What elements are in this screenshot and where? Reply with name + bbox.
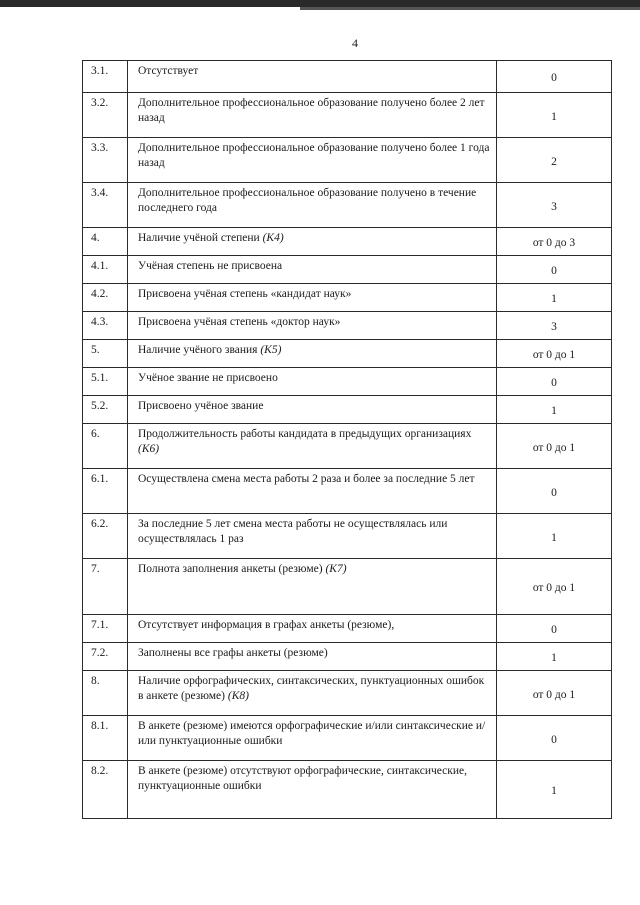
coefficient-label: (K7)	[325, 563, 347, 575]
coefficient-label: (K6)	[138, 443, 160, 455]
row-criterion	[128, 183, 497, 228]
row-score: 2	[497, 138, 612, 183]
row-criterion	[128, 761, 497, 819]
criterion-text: Наличие орфографических, синтаксических, пунктуационных ошибок в анкете (резюме)	[138, 675, 485, 702]
row-number: 5.	[83, 340, 128, 368]
row-number: 6.1.	[83, 469, 128, 514]
row-score: 3	[497, 312, 612, 340]
table-row	[83, 469, 612, 514]
table-row	[83, 643, 612, 671]
criterion-text: Отсутствует информация в графах анкеты (резюме),	[138, 619, 395, 631]
criteria-table	[82, 60, 612, 819]
row-score: от 0 до 1	[497, 671, 612, 716]
criterion-text: Дополнительное профессиональное образование получено в течение последнего года	[138, 187, 477, 214]
page-number: 4	[352, 36, 358, 50]
row-score: 3	[497, 183, 612, 228]
row-score: 0	[497, 368, 612, 396]
table-row	[83, 396, 612, 424]
table-row	[83, 256, 612, 284]
row-criterion	[128, 368, 497, 396]
row-number: 4.	[83, 228, 128, 256]
row-score: 1	[497, 761, 612, 819]
row-number: 6.2.	[83, 514, 128, 559]
row-score: 0	[497, 716, 612, 761]
row-number: 8.2.	[83, 761, 128, 819]
table-row	[83, 615, 612, 643]
criterion-text: Дополнительное профессиональное образование получено более 2 лет назад	[138, 97, 485, 124]
row-score: от 0 до 1	[497, 424, 612, 469]
criterion-text: Заполнены все графы анкеты (резюме)	[138, 647, 328, 659]
row-number: 8.1.	[83, 716, 128, 761]
row-number: 7.	[83, 559, 128, 615]
table-row	[83, 716, 612, 761]
row-criterion	[128, 396, 497, 424]
row-score: от 0 до 3	[497, 228, 612, 256]
row-number: 4.3.	[83, 312, 128, 340]
row-score: от 0 до 1	[497, 559, 612, 615]
row-criterion	[128, 559, 497, 615]
table-row	[83, 671, 612, 716]
row-criterion	[128, 340, 497, 368]
criterion-text: Наличие учёной степени	[138, 232, 263, 244]
table-row	[83, 559, 612, 615]
table-row	[83, 183, 612, 228]
row-number: 8.	[83, 671, 128, 716]
row-score: 0	[497, 256, 612, 284]
row-number: 3.4.	[83, 183, 128, 228]
criterion-text: Продолжительность работы кандидата в предыдущих организациях	[138, 428, 472, 440]
coefficient-label: (K4)	[262, 232, 284, 244]
criterion-text: Наличие учёного звания	[138, 344, 261, 356]
top-border-line	[0, 0, 640, 7]
row-criterion	[128, 138, 497, 183]
row-score: 1	[497, 514, 612, 559]
row-criterion	[128, 514, 497, 559]
row-criterion	[128, 61, 497, 93]
criterion-text: За последние 5 лет смена места работы не осуществлялась или осуществлялась 1 раз	[138, 518, 448, 545]
row-criterion	[128, 643, 497, 671]
table-row	[83, 284, 612, 312]
table-row	[83, 514, 612, 559]
coefficient-label: (K8)	[227, 690, 249, 702]
row-criterion	[128, 615, 497, 643]
row-number: 6.	[83, 424, 128, 469]
criteria-table-body	[83, 61, 612, 819]
criterion-text: Учёная степень не присвоена	[138, 260, 283, 272]
table-row	[83, 312, 612, 340]
table-row	[83, 368, 612, 396]
criterion-text: В анкете (резюме) имеются орфографические и/или синтаксические и/или пунктуационные ошибки	[138, 720, 486, 747]
row-number: 4.1.	[83, 256, 128, 284]
top-border-line-secondary	[300, 7, 640, 10]
row-criterion	[128, 93, 497, 138]
criterion-text: В анкете (резюме) отсутствуют орфографические, синтаксические, пунктуационные ошибки	[138, 765, 467, 792]
criterion-text: Учёное звание не присвоено	[138, 372, 278, 384]
row-number: 4.2.	[83, 284, 128, 312]
criterion-text: Отсутствует	[138, 65, 199, 77]
criterion-text: Полнота заполнения анкеты (резюме)	[138, 563, 326, 575]
row-number: 7.2.	[83, 643, 128, 671]
row-criterion	[128, 469, 497, 514]
table-row	[83, 424, 612, 469]
criterion-text: Осуществлена смена места работы 2 раза и более за последние 5 лет	[138, 473, 475, 485]
criterion-text: Присвоена учёная степень «доктор наук»	[138, 316, 341, 328]
table-row	[83, 228, 612, 256]
row-score: 0	[497, 469, 612, 514]
row-criterion	[128, 256, 497, 284]
row-criterion	[128, 424, 497, 469]
row-number: 7.1.	[83, 615, 128, 643]
row-score: 1	[497, 93, 612, 138]
table-row	[83, 61, 612, 93]
coefficient-label: (K5)	[260, 344, 282, 356]
table-row	[83, 93, 612, 138]
row-score: 0	[497, 615, 612, 643]
row-score: 1	[497, 284, 612, 312]
row-number: 3.3.	[83, 138, 128, 183]
criterion-text: Дополнительное профессиональное образование получено более 1 года назад	[138, 142, 490, 169]
row-number: 3.2.	[83, 93, 128, 138]
row-criterion	[128, 671, 497, 716]
criterion-text: Присвоено учёное звание	[138, 400, 264, 412]
criterion-text: Присвоена учёная степень «кандидат наук»	[138, 288, 352, 300]
table-row	[83, 138, 612, 183]
row-criterion	[128, 716, 497, 761]
row-number: 3.1.	[83, 61, 128, 93]
row-score: 0	[497, 61, 612, 93]
row-score: от 0 до 1	[497, 340, 612, 368]
row-criterion	[128, 284, 497, 312]
table-row	[83, 761, 612, 819]
row-number: 5.2.	[83, 396, 128, 424]
row-score: 1	[497, 643, 612, 671]
row-criterion	[128, 312, 497, 340]
row-number: 5.1.	[83, 368, 128, 396]
row-score: 1	[497, 396, 612, 424]
row-criterion	[128, 228, 497, 256]
table-row	[83, 340, 612, 368]
